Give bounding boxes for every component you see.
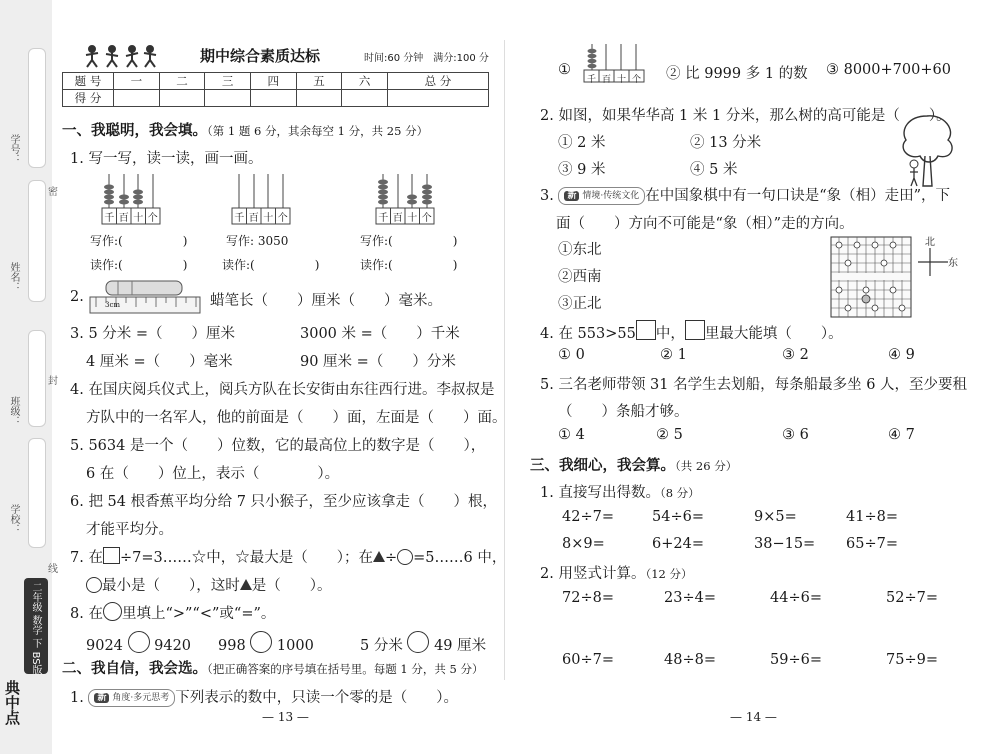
q4-line1: 4. 在国庆阅兵仪式上，阅兵方队在长安街由东往西行进。李叔叔是 xyxy=(70,382,495,398)
r-q2-text: 2. 如图，如果华华高 1 米 1 分米，那么树的高可能是（ ）。 xyxy=(540,108,951,124)
r-q3-text: 在中国象棋中有一句口诀是“象（相）走田”，下 xyxy=(645,188,951,204)
triangle-icon xyxy=(373,551,385,562)
score-input-cell[interactable] xyxy=(342,90,388,107)
r-q5-line1: 5. 三名老师带领 31 名学生去划船，每条船最多坐 6 人，至少要租 xyxy=(540,377,968,393)
name-field[interactable] xyxy=(28,180,46,302)
r-q3-opt3: ③正北 xyxy=(558,296,602,312)
q8-right-value: 1000 xyxy=(276,638,314,654)
write-3[interactable]: 写作:( ) xyxy=(360,234,458,248)
s2-q1-number: 1. xyxy=(70,690,84,706)
q4-line2: 方队中的一名军人，他的前面是（ ）面，左面是（ ）面。 xyxy=(86,410,507,426)
score-cell: 题 号 xyxy=(63,73,114,90)
q8-text-a: 8. 在 xyxy=(70,606,103,622)
r-q2-opt4: ④ 5 米 xyxy=(690,162,738,178)
time-info: 时间:60 分钟 满分:100 分 xyxy=(364,53,489,64)
q7-text-b: ÷7=3……☆中，☆最大是（ ）；在 xyxy=(119,550,373,566)
new-context-tag: 新 情境·传统文化 xyxy=(558,187,645,205)
q2-number: 2. xyxy=(70,289,84,305)
section3-heading xyxy=(530,454,737,475)
score-table xyxy=(62,72,489,107)
section1-heading xyxy=(62,119,428,140)
calc-item: 65÷7= xyxy=(846,536,898,552)
vertical-calc-item: 44÷6= xyxy=(770,590,822,606)
q3-b: 3000 米 =（ ）千米 xyxy=(300,326,460,342)
q7-line2 xyxy=(86,574,332,595)
r-q3-opt1: ①东北 xyxy=(558,242,602,258)
q8-left-value: 998 xyxy=(218,638,246,654)
score-table-score-row xyxy=(63,90,489,107)
score-cell: 一 xyxy=(114,73,160,90)
q3-c: 4 厘米 =（ ）毫米 xyxy=(86,354,233,370)
s3-q2-text: 2. 用竖式计算。 xyxy=(540,566,646,582)
r-q2-opt2: ② 13 分米 xyxy=(690,135,762,151)
page-number-left: — 13 — xyxy=(262,710,309,724)
calc-item: 42÷7= xyxy=(562,509,614,525)
score-cell: 三 xyxy=(205,73,251,90)
vertical-calc-item: 72÷8= xyxy=(562,590,614,606)
q3-d: 90 厘米 =（ ）分米 xyxy=(300,354,456,370)
section3-title: 三、我细心，我会算。 xyxy=(530,458,675,474)
calc-item: 41÷8= xyxy=(846,509,898,525)
s3-q1-text: 1. 直接写出得数。 xyxy=(540,485,660,501)
col-label: 千 xyxy=(234,213,245,224)
s3-q1 xyxy=(540,481,700,502)
s2-q1 xyxy=(70,686,458,707)
vertical-calc-item: 75÷9= xyxy=(886,652,938,668)
col-label: 个 xyxy=(631,75,641,85)
r-q3-line1 xyxy=(540,184,950,205)
r-q5-opt2: ② 5 xyxy=(656,427,683,443)
ruler-crayon-image xyxy=(88,279,204,315)
col-label: 十 xyxy=(263,213,274,224)
col-label: 个 xyxy=(421,213,432,224)
section1-note: （第 1 题 6 分，其余每空 1 分，共 25 分） xyxy=(207,124,429,138)
compare-circle[interactable] xyxy=(250,631,272,653)
section1-title: 一、我聪明，我会填。 xyxy=(62,123,207,139)
score-input-cell[interactable] xyxy=(296,90,342,107)
score-cell: 六 xyxy=(342,73,388,90)
score-cell: 总 分 xyxy=(387,73,488,90)
cut-mark-feng: 封 xyxy=(48,376,58,387)
col-label: 千 xyxy=(378,213,389,224)
square-box xyxy=(636,320,656,340)
q6-line1: 6. 把 54 根香蕉平均分给 7 只小猴子，至少应该拿走（ ）根， xyxy=(70,494,498,510)
score-input-cell[interactable] xyxy=(250,90,296,107)
col-label: 百 xyxy=(248,213,259,224)
student-no-field[interactable] xyxy=(28,48,46,168)
q6-line2: 才能平均分。 xyxy=(86,522,173,538)
class-field[interactable] xyxy=(28,330,46,427)
r-q4-text-c: 里最大能填（ ）。 xyxy=(704,326,843,342)
q7-text-e: 最小是（ ），这时 xyxy=(102,578,240,594)
section3-note: （共 26 分） xyxy=(675,459,738,473)
r-q3-opt2: ②西南 xyxy=(558,269,602,285)
circle-icon xyxy=(397,549,413,565)
score-cell: 四 xyxy=(250,73,296,90)
r-q3-number: 3. xyxy=(540,188,554,204)
section2-title: 二、我自信，我会选。 xyxy=(62,661,207,677)
grade-badge-text: 二年级 数学 下 BS版 xyxy=(30,582,41,675)
vertical-calc-item: 23÷4= xyxy=(664,590,716,606)
q7-text-c: ÷ xyxy=(384,550,398,566)
read-1[interactable]: 读作:( ) xyxy=(90,258,188,272)
score-cell: 五 xyxy=(296,73,342,90)
q8-item-2 xyxy=(218,631,314,654)
col-label: 个 xyxy=(147,213,158,224)
q5-line2: 6 在（ ）位上，表示（ ）。 xyxy=(86,466,340,482)
section2-heading xyxy=(62,657,484,678)
brand-logo: 典中点 xyxy=(3,680,21,725)
s3-q2 xyxy=(540,562,693,583)
tree-child-image xyxy=(896,112,958,188)
col-label: 千 xyxy=(586,75,596,85)
vertical-calc-item: 48÷8= xyxy=(664,652,716,668)
col-label: 个 xyxy=(277,213,288,224)
cut-mark-mi: 密 xyxy=(48,187,58,198)
q1-text: 1. 写一写，读一读，画一画。 xyxy=(70,151,263,167)
r-opt1-a: ① xyxy=(558,62,571,78)
compare-circle[interactable] xyxy=(128,631,150,653)
q7-text-f: 是（ ）。 xyxy=(251,578,332,594)
q7-text-a: 7. 在 xyxy=(70,550,103,566)
student-no-label: 学号： xyxy=(8,134,19,164)
calc-item: 9×5= xyxy=(754,509,797,525)
r-q2-opt3: ③ 9 米 xyxy=(558,162,606,178)
triangle-icon xyxy=(240,579,252,590)
score-input-cell[interactable] xyxy=(114,90,160,107)
page-title: 期中综合素质达标 xyxy=(200,47,321,65)
compass-north: 北 xyxy=(925,237,935,248)
ruler-label: 3cm xyxy=(105,301,121,309)
r-q5-opt4: ④ 7 xyxy=(888,427,915,443)
school-label: 学校： xyxy=(8,504,19,534)
r-opt1-c: ③ 8000+700+60 xyxy=(826,62,951,78)
abacus-2-labels xyxy=(232,209,290,224)
circle-icon xyxy=(103,602,122,621)
r-q4-opt3: ③ 2 xyxy=(782,347,809,363)
r-opt1-b: ② 比 9999 多 1 的数 xyxy=(666,66,808,82)
q2-text: 蜡笔长（ ）厘米（ ）毫米。 xyxy=(210,293,442,309)
col-label: 十 xyxy=(616,75,626,85)
q5-line1: 5. 5634 是一个（ ）位数，它的最高位上的数字是（ ）， xyxy=(70,438,486,454)
q8-right-value: 49 厘米 xyxy=(434,638,487,654)
compass-icon xyxy=(916,246,950,280)
square-box xyxy=(103,547,120,564)
score-cell: 得 分 xyxy=(63,90,114,107)
r-q4-text xyxy=(540,320,843,343)
score-input-cell[interactable] xyxy=(159,90,205,107)
r-q5-opt1: ① 4 xyxy=(558,427,585,443)
abacus-3-labels xyxy=(376,209,434,224)
q8-left-value: 5 分米 xyxy=(360,638,403,654)
q7-text-d: =5……6 中， xyxy=(413,550,507,566)
score-table-header-row xyxy=(63,73,489,90)
calc-item: 6+24= xyxy=(652,536,704,552)
circle-icon xyxy=(86,577,102,593)
r-q4-opt1: ① 0 xyxy=(558,347,585,363)
class-label: 班级： xyxy=(8,396,19,426)
abacus-1-labels xyxy=(102,209,160,224)
col-label: 百 xyxy=(118,213,129,224)
calc-item: 38−15= xyxy=(754,536,816,552)
r-q3-line2: 面（ ）方向不可能是“象（相）”走的方向。 xyxy=(556,216,854,232)
page-divider xyxy=(504,40,505,680)
r-q5-line2: （ ）条船才够。 xyxy=(558,404,689,420)
read-2[interactable]: 读作:( ) xyxy=(222,258,320,272)
vertical-calc-item: 52÷7= xyxy=(886,590,938,606)
vertical-calc-item: 60÷7= xyxy=(562,652,614,668)
r-q5-opt3: ③ 6 xyxy=(782,427,809,443)
q3-a: 3. 5 分米 =（ ）厘米 xyxy=(70,326,236,342)
s3-q2-note: （12 分） xyxy=(645,567,693,581)
name-label: 姓名： xyxy=(8,262,19,292)
q8-text-b: 里填上“>”“<”或“=”。 xyxy=(121,606,276,622)
read-3[interactable]: 读作:( ) xyxy=(360,258,458,272)
page-number-right: — 14 — xyxy=(730,710,777,724)
runners-icon xyxy=(84,44,164,68)
vertical-calc-item: 59÷6= xyxy=(770,652,822,668)
abacus-option-labels xyxy=(584,72,644,85)
q8-left-value: 9024 xyxy=(86,638,123,654)
square-box xyxy=(685,320,705,340)
r-q4-text-a: 4. 在 553>55 xyxy=(540,326,636,342)
r-q2-opt1: ① 2 米 xyxy=(558,135,606,151)
new-angle-tag: 新 角度·多元思考 xyxy=(88,689,175,707)
q8-text xyxy=(70,602,275,623)
score-input-cell[interactable] xyxy=(205,90,251,107)
write-2: 写作: 3050 xyxy=(226,234,289,248)
s3-q1-note: （8 分） xyxy=(659,486,700,500)
compass-east: 东 xyxy=(948,258,958,269)
calc-item: 54÷6= xyxy=(652,509,704,525)
compare-circle[interactable] xyxy=(407,631,429,653)
school-field[interactable] xyxy=(28,438,46,548)
write-1[interactable]: 写作:( ) xyxy=(90,234,188,248)
q8-item-3 xyxy=(360,631,486,655)
q8-item-1 xyxy=(86,631,191,654)
col-label: 百 xyxy=(392,213,403,224)
r-q4-text-b: 中， xyxy=(655,326,685,342)
s2-q1-text: 下列表示的数中，只读一个零的是（ ）。 xyxy=(175,690,458,706)
q8-right-value: 9420 xyxy=(154,638,192,654)
score-cell: 二 xyxy=(159,73,205,90)
r-q4-opt4: ④ 9 xyxy=(888,347,915,363)
col-label: 百 xyxy=(601,75,611,85)
col-label: 十 xyxy=(133,213,144,224)
col-label: 千 xyxy=(104,213,115,224)
chess-board-image xyxy=(830,236,912,318)
calc-item: 8×9= xyxy=(562,536,605,552)
r-q4-opt2: ② 1 xyxy=(660,347,687,363)
cut-mark-xian: 线 xyxy=(48,564,58,575)
q7-line1 xyxy=(70,546,506,567)
section2-note: （把正确答案的序号填在括号里。每题 1 分，共 5 分） xyxy=(207,662,484,676)
col-label: 十 xyxy=(407,213,418,224)
score-input-cell[interactable] xyxy=(387,90,488,107)
